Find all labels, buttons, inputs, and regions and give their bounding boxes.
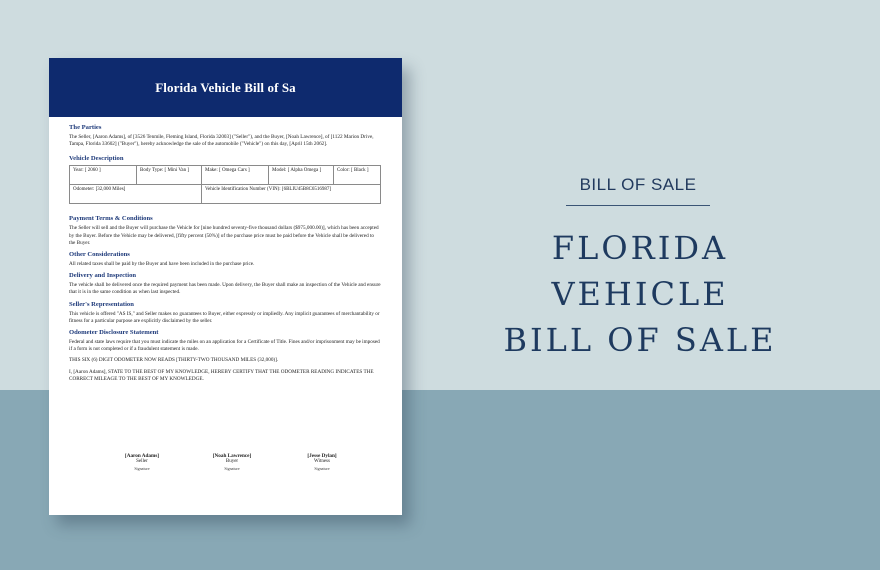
signature-name: [Aaron Adams] [124, 453, 160, 459]
tagline-underline [566, 205, 710, 206]
signature-label: Signature [314, 465, 330, 471]
banner-title [470, 225, 810, 363]
heading-representation: Seller's Representation [69, 300, 134, 308]
document-title: Florida Vehicle Bill of Sa [155, 79, 296, 95]
document-body [69, 124, 381, 387]
cell-vin: Vehicle Identification Number (VIN): [6BLIU45B8C6516987] [202, 185, 381, 204]
document-page [49, 58, 402, 515]
banner-title-line-2: BILL OF SALE [503, 321, 777, 359]
signature-block [49, 453, 361, 483]
signature-label: Signature [224, 465, 240, 471]
signature-witness [287, 453, 357, 471]
text-odometer-2: THIS SIX (6) DIGIT ODOMETER NOW READS [THIRTY-TWO THOUSAND MILES (32,000)]. [69, 357, 279, 364]
signature-role: Seller [136, 459, 148, 465]
cell-odometer: Odometer: [32,000 Miles] [70, 185, 202, 204]
signature-seller [107, 453, 177, 471]
heading-odometer: Odometer Disclosure Statement [69, 329, 159, 337]
text-representation: This vehicle is offered "AS IS," and Seller makes no guarantees to Buyer, either expressly or impliedly. Any implicit guarantees of merchantability or fitness for a particular purpose are explicitly disclaimed by the seller. [69, 310, 380, 324]
document-header [49, 58, 402, 117]
cell-body-type: Body Type: [ Mini Van ] [137, 166, 202, 185]
text-odometer-3: I, [Aaron Adams], STATE TO THE BEST OF MY KNOWLEDGE, HEREBY CERTIFY THAT THE ODOMETER READING INDICATES THE CORRECT MILEAGE TO THE BEST OF MY KNOWLEDGE. [69, 368, 374, 382]
text-odometer-1: Federal and state laws require that you must indicate the miles on an application for a Certificate of Title. Fines and/or imprisonment may be imposed if a form is not completed or if a fraudulent statement is made. [69, 339, 380, 353]
text-parties: The Seller, [Aaron Adams], of [3526 Tenmile, Fleming Island, Florida 32003] ("Seller"), and the Buyer, [Noah Lawrence], of [1122 Marion Drive, Tampa, Florida 33602] ("Buyer"), hereby acknowledge the sale of the automobile ("Vehicle") on this day, [April 15th 2062]. [69, 134, 374, 148]
vehicle-table [69, 165, 381, 204]
signature-label: Signature [134, 465, 150, 471]
text-payment: The Seller will sell and the Buyer will purchase the Vehicle for [nine hundred seventy-five thousand dollars ($975,000.00)], which has been accepted by the Buyer. Before the Vehicle may be delivered, [fifty percent (50%)] of the purchase price must be paid before the Vehicle shall be delivered to the Buyer. [69, 225, 379, 246]
cell-year: Year: [ 2060 ] [70, 166, 137, 185]
heading-parties: The Parties [69, 124, 102, 131]
signature-name: [Jesse Dylan] [307, 453, 337, 459]
cell-model: Model: [ Alpha Omega ] [269, 166, 334, 185]
cell-color: Color: [ Black ] [334, 166, 381, 185]
heading-delivery: Delivery and Inspection [69, 272, 137, 280]
text-other: All related taxes shall be paid by the Buyer and have been included in the purchase price. [69, 261, 255, 268]
signature-role: Witness [314, 459, 330, 465]
signature-buyer [197, 453, 267, 471]
signature-role: Buyer [225, 459, 239, 465]
signature-name: [Noah Lawrence] [212, 453, 252, 459]
text-delivery: The vehicle shall be delivered once the required payment has been made. Upon delivery, the Buyer shall make an inspection of the Vehicle and ensure that it is in the same condition as when last inspected. [69, 282, 381, 296]
heading-payment: Payment Terms & Conditions [69, 215, 153, 223]
heading-vehicle: Vehicle Description [69, 155, 124, 163]
banner-tagline: BILL OF SALE [579, 175, 697, 194]
banner-title-line-1: FLORIDA VEHICLE [551, 229, 729, 313]
heading-other: Other Considerations [69, 251, 130, 259]
cell-make: Make: [ Omega Cars ] [202, 166, 269, 185]
